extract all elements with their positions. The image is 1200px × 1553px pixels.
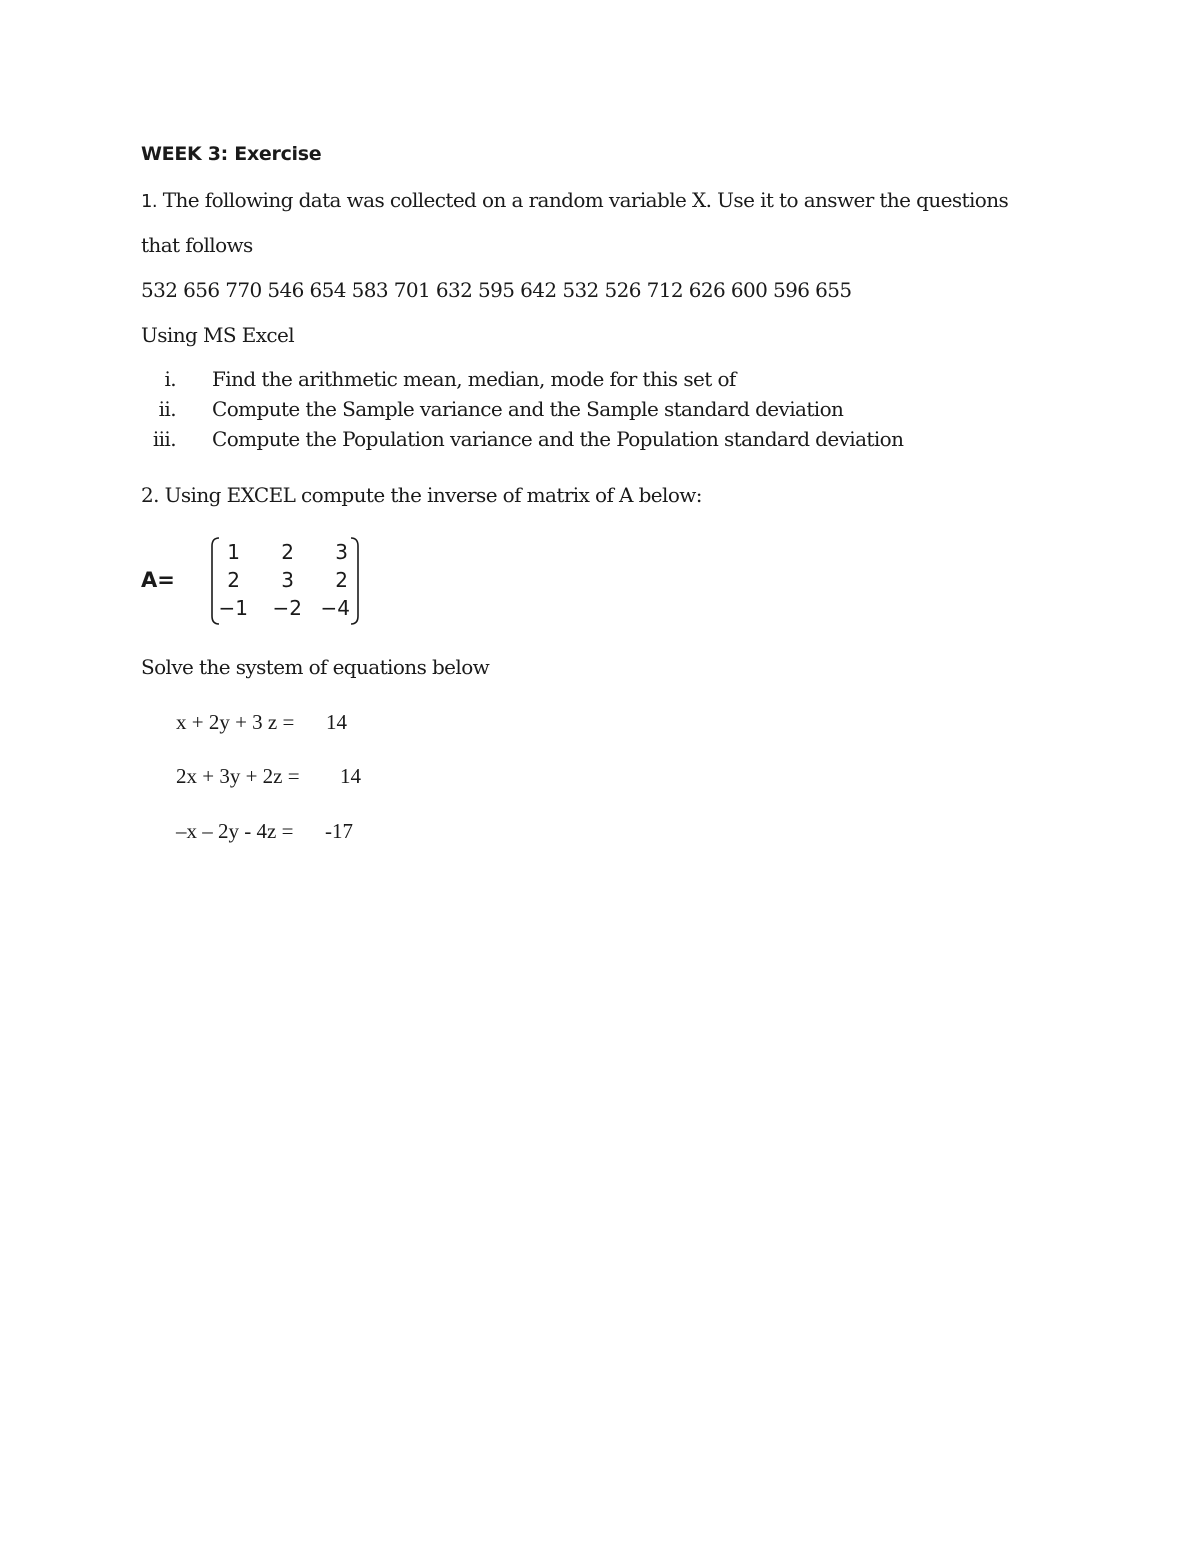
matrix-cell: 3 — [281, 568, 294, 592]
matrix-a — [208, 536, 364, 628]
matrix-cell: 2 — [227, 568, 240, 592]
matrix-cell: −2 — [272, 596, 302, 620]
question1-text-line1: The following data was collected on a random variable X. Use it to answer the questions — [162, 188, 1009, 212]
list-item-numeral: iii. — [152, 427, 176, 451]
system-intro: Solve the system of equations below — [141, 655, 490, 679]
matrix-cell: 2 — [335, 568, 348, 592]
list-item-numeral: ii. — [158, 397, 176, 421]
question1-number: 1. — [141, 191, 157, 212]
question1-tool-line: Using MS Excel — [141, 323, 295, 347]
question2-text: 2. Using EXCEL compute the inverse of matrix of A below: — [141, 483, 702, 507]
matrix-cell: 3 — [335, 540, 348, 564]
equation-lhs: x + 2y + 3 z = — [176, 710, 295, 734]
equation-lhs: 2x + 3y + 2z = — [176, 764, 300, 788]
equation-rhs: 14 — [326, 710, 347, 734]
equation-rhs: 14 — [340, 764, 361, 788]
matrix-cell: −1 — [218, 596, 248, 620]
list-item-numeral: i. — [164, 367, 176, 391]
question1-text-line2: that follows — [141, 233, 253, 257]
question1-data-values: 532 656 770 546 654 583 701 632 595 642 532 526 712 626 600 596 655 — [141, 278, 852, 302]
list-item-text: Find the arithmetic mean, median, mode for this set of — [212, 367, 736, 391]
matrix-label: A= — [141, 568, 175, 592]
matrix-cell: 1 — [227, 540, 240, 564]
list-item-text: Compute the Population variance and the Population standard deviation — [212, 427, 904, 451]
question1-line1 — [141, 188, 1008, 212]
page-title: WEEK 3: Exercise — [141, 143, 322, 165]
matrix-cell: 2 — [281, 540, 294, 564]
matrix-cell: −4 — [320, 596, 350, 620]
equation-lhs: –x – 2y - 4z = — [176, 819, 294, 843]
equation-rhs: -17 — [325, 819, 353, 843]
list-item-text: Compute the Sample variance and the Sample standard deviation — [212, 397, 844, 421]
